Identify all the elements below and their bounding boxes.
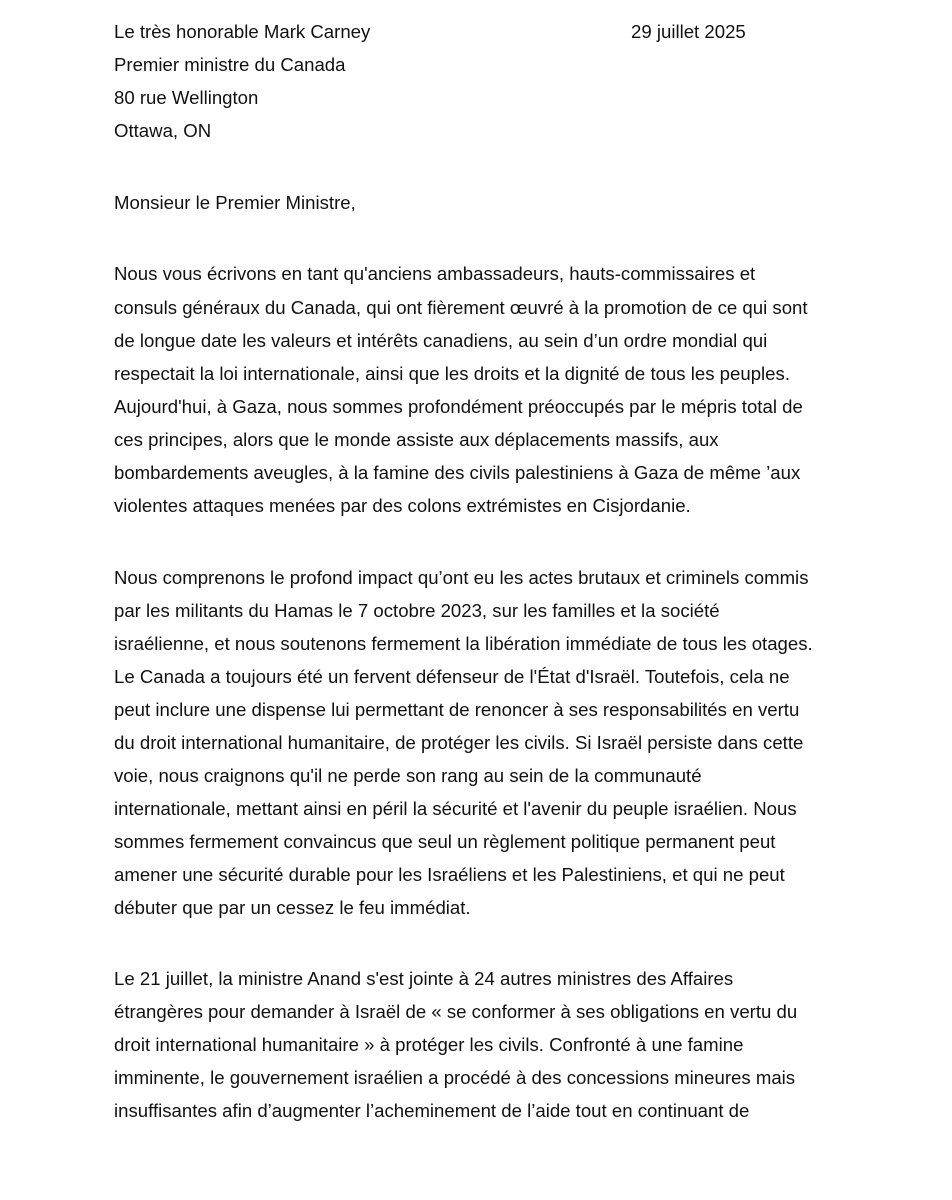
paragraph-line: internationale, mettant ainsi en péril la sécurité et l'avenir du peuple israélien. Nous	[114, 798, 797, 819]
recipient-name: Le très honorable Mark Carney	[114, 21, 371, 42]
paragraph-line: insuffisantes afin d’augmenter l’acheminement de l’aide tout en continuant de	[114, 1100, 750, 1121]
recipient-street: 80 rue Wellington	[114, 87, 259, 108]
paragraph-line: débuter que par un cessez le feu immédiat.	[114, 897, 471, 918]
paragraph-line: Le 21 juillet, la ministre Anand s'est jointe à 24 autres ministres des Affaires	[114, 968, 734, 989]
paragraph-line: par les militants du Hamas le 7 octobre 2023, sur les familles et la société	[114, 600, 720, 621]
paragraph-line: droit international humanitaire » à protéger les civils. Confronté à une famine	[114, 1034, 744, 1055]
paragraph-line: Nous vous écrivons en tant qu'anciens ambassadeurs, hauts-commissaires et	[114, 263, 756, 284]
paragraph-line: peut inclure une dispense lui permettant de renoncer à ses responsabilités en vertu	[114, 699, 800, 720]
paragraph-line: Le Canada a toujours été un fervent défenseur de l'État d'Israël. Toutefois, cela ne	[114, 666, 790, 687]
paragraph-line: amener une sécurité durable pour les Israéliens et les Palestiniens, et qui ne peut	[114, 864, 785, 885]
recipient-city: Ottawa, ON	[114, 120, 212, 141]
paragraph-line: israélienne, et nous soutenons fermement la libération immédiate de tous les otages.	[114, 633, 813, 654]
paragraph-line: ces principes, alors que le monde assiste aux déplacements massifs, aux	[114, 429, 719, 450]
recipient-title: Premier ministre du Canada	[114, 54, 346, 75]
paragraph-line: de longue date les valeurs et intérêts canadiens, au sein d’un ordre mondial qui	[114, 330, 768, 351]
paragraph-line: sommes fermement convaincus que seul un règlement politique permanent peut	[114, 831, 776, 852]
paragraph-line: imminente, le gouvernement israélien a procédé à des concessions mineures mais	[114, 1067, 796, 1088]
paragraph-line: bombardements aveugles, à la famine des civils palestiniens à Gaza de même ’aux	[114, 462, 801, 483]
paragraph-line: Aujourd'hui, à Gaza, nous sommes profondément préoccupés par le mépris total de	[114, 396, 803, 417]
paragraph-line: du droit international humanitaire, de protéger les civils. Si Israël persiste dans cette	[114, 732, 804, 753]
paragraph-line: respectait la loi internationale, ainsi que les droits et la dignité de tous les peuples.	[114, 363, 790, 384]
paragraph-line: Nous comprenons le profond impact qu’ont eu les actes brutaux et criminels commis	[114, 567, 809, 588]
paragraph-line: consuls généraux du Canada, qui ont fièrement œuvré à la promotion de ce qui sont	[114, 297, 808, 318]
paragraph-line: étrangères pour demander à Israël de « se conformer à ses obligations en vertu du	[114, 1001, 798, 1022]
salutation: Monsieur le Premier Ministre,	[114, 192, 356, 213]
paragraph-line: violentes attaques menées par des colons extrémistes en Cisjordanie.	[114, 495, 691, 516]
letter-date: 29 juillet 2025	[631, 21, 746, 42]
paragraph-line: voie, nous craignons qu'il ne perde son rang au sein de la communauté	[114, 765, 702, 786]
